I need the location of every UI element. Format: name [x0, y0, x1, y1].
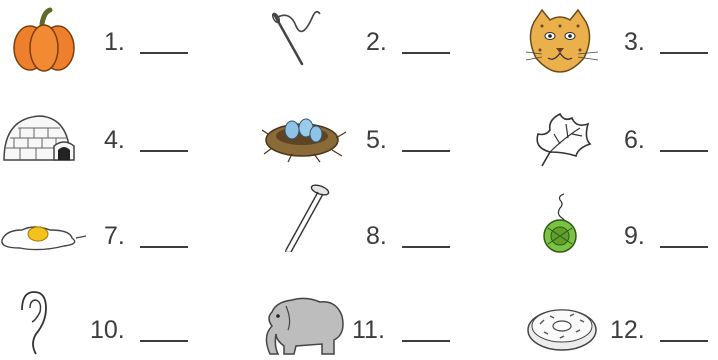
answer-blank[interactable] [402, 150, 450, 152]
item-11 [262, 290, 494, 360]
leopard-face-icon [520, 6, 610, 76]
elephant-icon [262, 290, 352, 360]
item-5 [262, 104, 494, 174]
item-10 [0, 288, 232, 358]
answer-blank[interactable] [402, 246, 450, 248]
item-number: 9. [624, 222, 645, 250]
item-number: 4. [104, 126, 125, 154]
answer-blank[interactable] [660, 52, 708, 54]
answer-blank[interactable] [140, 340, 188, 342]
fried-egg-icon [0, 200, 90, 270]
item-9 [520, 192, 718, 262]
answer-blank[interactable] [660, 340, 708, 342]
answer-blank[interactable] [402, 52, 450, 54]
item-number: 5. [366, 126, 387, 154]
item-number: 8. [366, 222, 387, 250]
item-4 [0, 104, 232, 174]
item-number: 3. [624, 28, 645, 56]
item-2 [262, 6, 494, 76]
nail-icon [262, 182, 352, 252]
item-12 [520, 290, 718, 360]
ear-icon [0, 288, 90, 358]
answer-blank[interactable] [140, 52, 188, 54]
needle-and-thread-icon [262, 6, 352, 76]
donut-icon [520, 290, 610, 360]
item-8 [262, 182, 494, 252]
item-number: 1. [104, 28, 125, 56]
item-number: 12. [610, 316, 645, 344]
item-number: 10. [90, 316, 125, 344]
item-7 [0, 200, 232, 270]
item-number: 2. [366, 28, 387, 56]
item-1 [0, 6, 232, 76]
answer-blank[interactable] [660, 246, 708, 248]
pumpkin-icon [0, 6, 90, 76]
answer-blank[interactable] [402, 340, 450, 342]
answer-blank[interactable] [660, 150, 708, 152]
answer-blank[interactable] [140, 150, 188, 152]
item-3 [520, 6, 718, 76]
answer-blank[interactable] [140, 246, 188, 248]
leaf-icon [520, 104, 610, 174]
bird-nest-with-eggs-icon [262, 104, 352, 174]
item-number: 7. [104, 222, 125, 250]
igloo-icon [0, 104, 90, 174]
yo-yo-icon [520, 192, 610, 262]
item-number: 11. [352, 316, 385, 344]
item-6 [520, 104, 718, 174]
item-number: 6. [624, 126, 645, 154]
